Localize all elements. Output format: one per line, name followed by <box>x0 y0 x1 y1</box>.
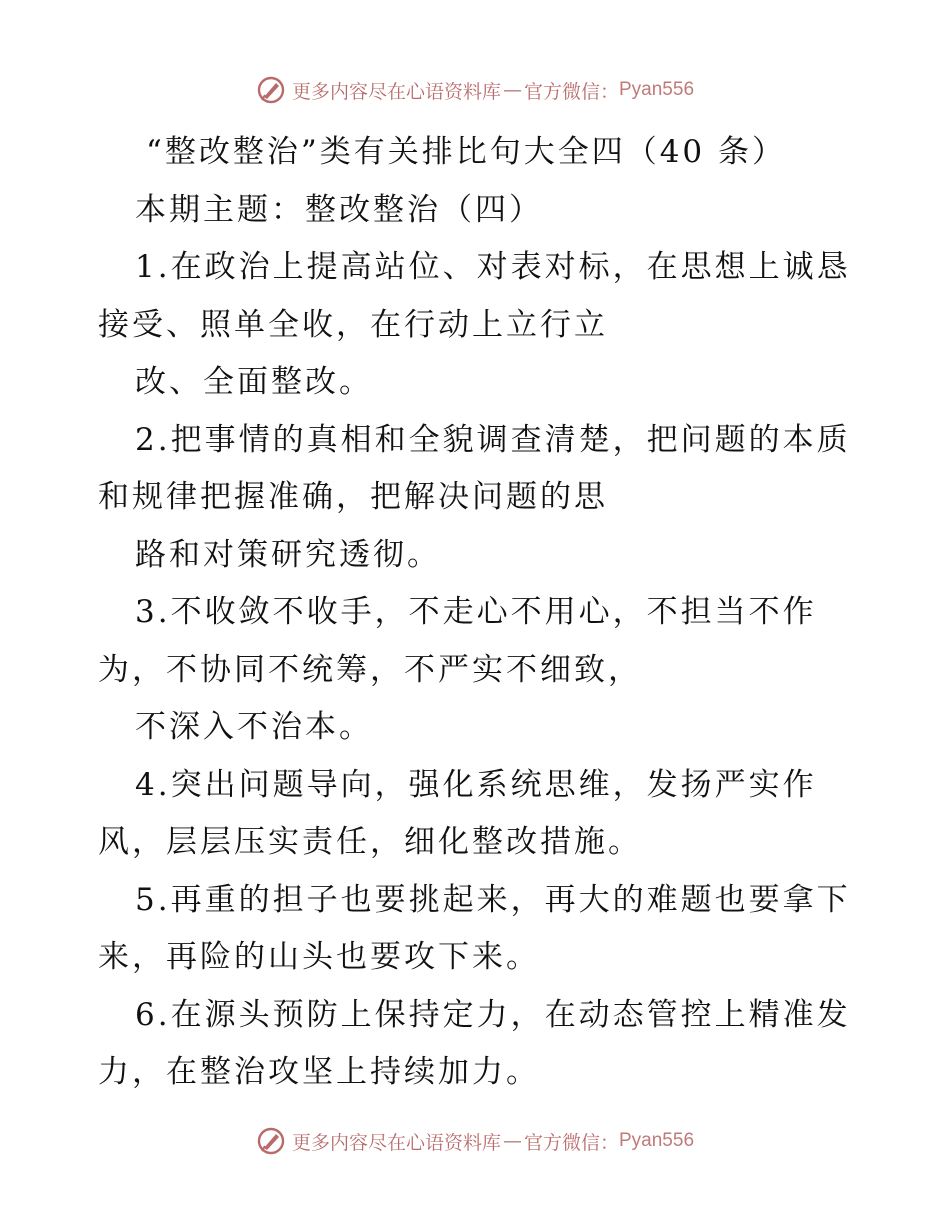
quill-pen-logo-icon <box>256 1126 286 1156</box>
item-5-line-1: 5.再重的担子也要挑起来，再大的难题也要拿下 <box>135 881 851 918</box>
header-wechat-label: 官方微信： <box>523 80 619 103</box>
document-title: “整改整治”类有关排比句大全四（40 条） <box>146 134 786 170</box>
item-2-line-1: 2.把事情的真相和全貌调查清楚，把问题的本质 <box>135 421 851 458</box>
item-3-line-1: 3.不收敛不收手，不走心不用心，不担当不作 <box>135 594 817 630</box>
footer-banner-text: 更多内容尽在心语资料库 <box>291 1131 501 1154</box>
header-watermark-banner <box>0 70 950 110</box>
item-6-line-1: 6.在源头预防上保持定力，在动态管控上精准发 <box>135 996 851 1033</box>
item-1-line-2: 接受、照单全收，在行动上立行立 <box>98 306 608 343</box>
footer-watermark-banner <box>0 1121 950 1161</box>
item-5-line-2: 来，再险的山头也要攻下来。 <box>98 939 540 975</box>
item-3-line-3: 不深入不治本。 <box>135 709 373 745</box>
document-body <box>98 124 858 1102</box>
header-banner-text: 更多内容尽在心语资料库 <box>291 80 501 103</box>
document-subtitle: 本期主题：整改整治（四） <box>135 191 543 228</box>
footer-wechat-id: Pyan556 <box>619 1130 695 1151</box>
item-2-line-3: 路和对策研究透彻。 <box>135 536 441 573</box>
item-2-line-2: 和规律把握准确，把解决问题的思 <box>98 479 608 515</box>
header-banner-separator: — <box>502 79 522 101</box>
item-6-line-2: 力，在整治攻坚上持续加力。 <box>98 1054 540 1090</box>
header-wechat-id: Pyan556 <box>619 79 695 100</box>
item-4-line-1: 4.突出问题导向，强化系统思维，发扬严实作 <box>135 766 817 803</box>
item-3-line-2: 为，不协同不统筹，不严实不细致， <box>98 651 642 688</box>
footer-wechat-label: 官方微信： <box>523 1131 619 1154</box>
quill-pen-logo-icon <box>256 75 286 105</box>
footer-banner-separator: — <box>502 1130 522 1152</box>
item-1-line-3: 改、全面整改。 <box>135 364 373 400</box>
item-4-line-2: 风，层层压实责任，细化整改措施。 <box>98 824 642 860</box>
item-1-line-1: 1.在政治上提高站位、对表对标，在思想上诚恳 <box>135 249 851 285</box>
